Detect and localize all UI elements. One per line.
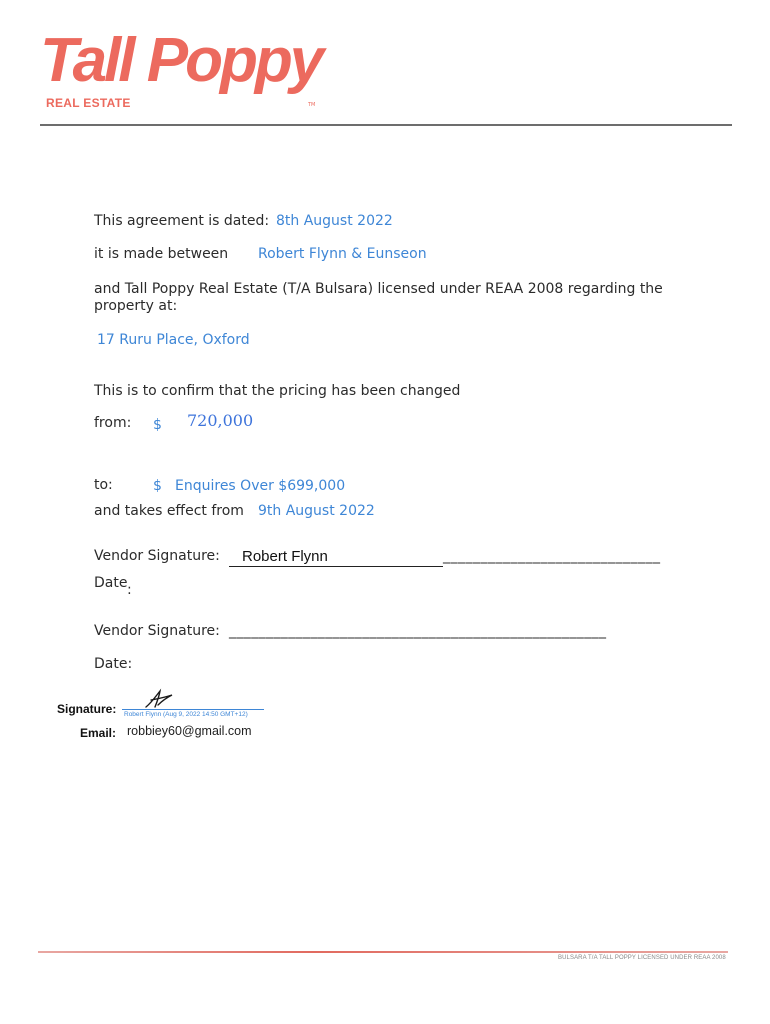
footer-license-text: BULSARA T/A TALL POPPY LICENSED UNDER REAA 2008	[558, 955, 726, 961]
vendor-signature-label-2: Vendor Signature:	[94, 623, 220, 639]
vendor-signature-dashes-1: _____________________________	[443, 548, 661, 564]
agency-text-line2: property at:	[94, 298, 178, 314]
agency-text-line1: and Tall Poppy Real Estate (T/A Bulsara) licensed under REAA 2008 regarding the	[94, 281, 663, 297]
between-label: it is made between	[94, 246, 229, 262]
property-value: 17 Ruru Place, Oxford	[97, 332, 250, 348]
confirm-text: This is to confirm that the pricing has been changed	[94, 383, 461, 399]
esign-email-value: robbiey60@gmail.com	[127, 724, 252, 738]
effect-value: 9th August 2022	[258, 503, 375, 519]
vendor-signature-line-1[interactable]	[229, 548, 443, 567]
esign-signature-caption: Robert Flynn (Aug 9, 2022 14:50 GMT+12)	[124, 711, 248, 718]
effect-label: and takes effect from	[94, 503, 244, 519]
from-value: 720,000	[187, 411, 254, 430]
vendor-date-label-2: Date:	[94, 656, 133, 672]
between-value: Robert Flynn & Eunseon	[258, 246, 427, 262]
to-label: to:	[94, 477, 113, 493]
logo-trademark: TM	[308, 102, 316, 108]
esign-signature-line[interactable]	[122, 709, 264, 710]
vendor-signature-name-1: Robert Flynn	[242, 548, 328, 565]
esign-email-label: Email:	[80, 726, 117, 740]
footer-divider	[38, 951, 728, 953]
to-currency: $	[153, 478, 162, 494]
vendor-signature-label-1: Vendor Signature:	[94, 548, 220, 564]
esign-signature-label: Signature:	[57, 702, 117, 716]
handwritten-signature-icon	[144, 688, 176, 710]
company-logo: Tall Poppy	[40, 26, 322, 95]
vendor-signature-dashes-2: ___________________________________________________	[229, 623, 607, 639]
header-divider	[40, 124, 732, 126]
to-value: Enquires Over $699,000	[175, 478, 346, 494]
vendor-date-colon-1: :	[127, 582, 132, 598]
dated-value: 8th August 2022	[276, 213, 393, 229]
vendor-date-label-1: Date	[94, 575, 128, 591]
dated-label: This agreement is dated:	[94, 213, 270, 229]
from-label: from:	[94, 415, 132, 431]
logo-tagline: REAL ESTATE	[46, 96, 131, 110]
from-currency: $	[153, 417, 162, 433]
